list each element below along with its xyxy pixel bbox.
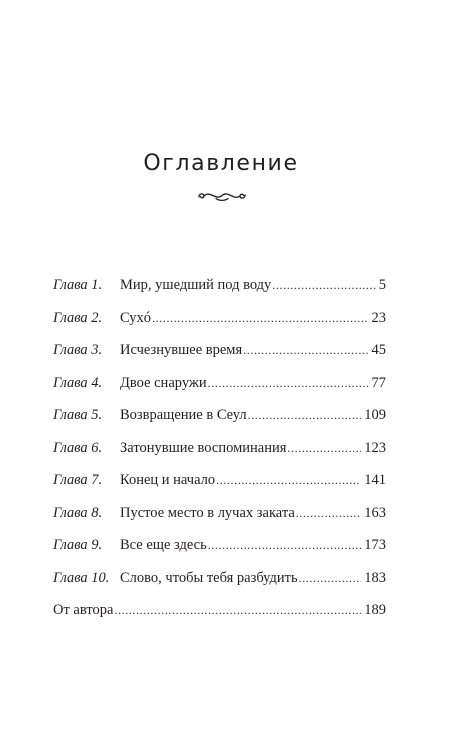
chapter-title: Возвращение в Сеул bbox=[120, 407, 247, 423]
page-number: 23 bbox=[371, 309, 386, 326]
chapter-title: Мир, ушедший под воду bbox=[120, 277, 272, 293]
dot-leader bbox=[248, 406, 362, 424]
chapter-title: Сухó bbox=[120, 309, 152, 326]
toc-entry-chapter-5[interactable] bbox=[53, 406, 386, 439]
dot-leader bbox=[243, 341, 368, 359]
dot-leader bbox=[272, 276, 375, 294]
toc-entry-chapter-7[interactable] bbox=[53, 471, 386, 504]
page-title: Оглавление bbox=[143, 151, 299, 176]
page-number: 183 bbox=[364, 569, 386, 586]
toc-entry-chapter-10[interactable] bbox=[53, 569, 386, 602]
dot-leader bbox=[152, 309, 368, 327]
chapter-label: Глава 1. bbox=[53, 277, 103, 293]
dot-leader bbox=[299, 569, 362, 587]
toc-entry-chapter-2[interactable] bbox=[53, 309, 386, 342]
dot-leader bbox=[216, 471, 361, 489]
chapter-title: Слово, чтобы тебя разбудить bbox=[120, 569, 298, 586]
chapter-title: Все еще здесь bbox=[120, 537, 207, 553]
toc-entry-afterword[interactable] bbox=[53, 601, 386, 634]
toc-entry-chapter-6[interactable] bbox=[53, 439, 386, 472]
afterword-title: От автора bbox=[53, 602, 114, 618]
toc-entry-chapter-4[interactable] bbox=[53, 374, 386, 407]
chapter-label: Глава 9. bbox=[53, 537, 103, 553]
toc-entry-chapter-3[interactable] bbox=[53, 341, 386, 374]
chapter-title: Исчезнувшее время bbox=[120, 342, 243, 358]
page-number: 163 bbox=[364, 504, 386, 521]
chapter-label: Глава 5. bbox=[53, 407, 103, 423]
dot-leader bbox=[208, 536, 362, 554]
toc-entry-chapter-1[interactable] bbox=[53, 276, 386, 309]
page-number: 45 bbox=[371, 342, 386, 358]
chapter-title: Пустое место в лучах заката bbox=[120, 504, 295, 521]
scroll-flourish-icon bbox=[196, 186, 248, 206]
chapter-title: Затонувшие воспоминания bbox=[120, 439, 287, 456]
page-number: 141 bbox=[364, 472, 386, 488]
chapter-label: Глава 4. bbox=[53, 374, 103, 391]
toc-entry-chapter-9[interactable] bbox=[53, 536, 386, 569]
chapter-label: Глава 2. bbox=[53, 309, 103, 326]
page-number: 5 bbox=[378, 277, 386, 293]
chapter-label: Глава 10. bbox=[53, 569, 110, 586]
page-number: 77 bbox=[371, 374, 386, 391]
chapter-label: Глава 7. bbox=[53, 472, 103, 488]
page-number: 189 bbox=[364, 602, 386, 618]
dot-leader bbox=[208, 374, 369, 392]
chapter-title: Двое снаружи bbox=[120, 374, 207, 391]
dot-leader bbox=[114, 601, 361, 619]
dot-leader bbox=[287, 439, 361, 457]
chapter-label: Глава 8. bbox=[53, 504, 103, 521]
table-of-contents bbox=[53, 276, 386, 634]
page-number: 109 bbox=[364, 407, 386, 423]
toc-entry-chapter-8[interactable] bbox=[53, 504, 386, 537]
chapter-label: Глава 6. bbox=[53, 439, 103, 456]
dot-leader bbox=[296, 504, 361, 522]
page-number: 123 bbox=[364, 439, 386, 456]
page-number: 173 bbox=[364, 537, 386, 553]
chapter-title: Конец и начало bbox=[120, 472, 216, 488]
chapter-label: Глава 3. bbox=[53, 342, 103, 358]
